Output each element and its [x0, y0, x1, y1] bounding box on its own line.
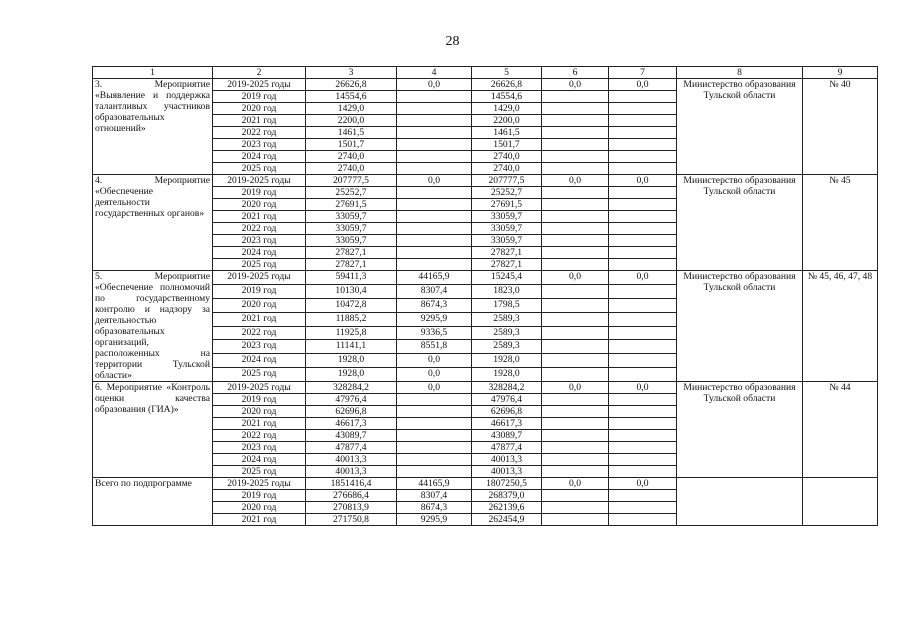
value-cell: [609, 235, 677, 247]
value-cell: 27827,1: [472, 259, 542, 271]
value-cell: 25252,7: [306, 187, 397, 199]
value-cell: [542, 223, 609, 235]
value-cell: 2200,0: [472, 115, 542, 127]
value-cell: 0,0: [542, 175, 609, 187]
value-cell: 270813,9: [306, 502, 397, 514]
value-cell: [609, 139, 677, 151]
value-cell: [609, 418, 677, 430]
value-cell: [542, 211, 609, 223]
value-cell: 27827,1: [472, 247, 542, 259]
value-cell: 40013,3: [306, 466, 397, 478]
value-cell: [609, 340, 677, 354]
column-number: 6: [542, 67, 609, 79]
value-cell: 0,0: [397, 175, 472, 187]
value-cell: [609, 91, 677, 103]
value-cell: [609, 326, 677, 340]
value-cell: 46617,3: [306, 418, 397, 430]
value-cell: [397, 199, 472, 211]
value-cell: 9336,5: [397, 326, 472, 340]
indicator-cell: № 45, 46, 47, 48: [803, 271, 878, 382]
value-cell: 40013,3: [306, 454, 397, 466]
executor-cell: Министерство образования Тульской области: [677, 79, 803, 175]
value-cell: [397, 139, 472, 151]
value-cell: 14554,6: [472, 91, 542, 103]
activity-title: 6. Мероприятие «Контроль оценки качества образования (ГИА)»: [93, 382, 213, 478]
period-cell: 2023 год: [213, 139, 306, 151]
value-cell: 1501,7: [472, 139, 542, 151]
value-cell: 1429,0: [472, 103, 542, 115]
value-cell: 2740,0: [472, 163, 542, 175]
period-cell: 2021 год: [213, 211, 306, 223]
value-cell: [542, 368, 609, 382]
period-cell: 2020 год: [213, 199, 306, 211]
value-cell: 2589,3: [472, 326, 542, 340]
executor-cell: [677, 478, 803, 526]
table-row: [93, 175, 878, 187]
value-cell: 0,0: [397, 79, 472, 91]
table-row: [93, 478, 878, 490]
value-cell: 1807250,5: [472, 478, 542, 490]
table-row: [93, 382, 878, 394]
period-cell: 2022 год: [213, 326, 306, 340]
value-cell: 1928,0: [472, 354, 542, 368]
value-cell: 47877,4: [472, 442, 542, 454]
value-cell: 43089,7: [306, 430, 397, 442]
period-cell: 2021 год: [213, 514, 306, 526]
value-cell: [542, 326, 609, 340]
value-cell: 26626,8: [472, 79, 542, 91]
value-cell: [542, 406, 609, 418]
value-cell: [542, 103, 609, 115]
value-cell: 11885,2: [306, 312, 397, 326]
value-cell: 27827,1: [306, 247, 397, 259]
value-cell: 11925,8: [306, 326, 397, 340]
indicator-cell: № 40: [803, 79, 878, 175]
value-cell: [542, 235, 609, 247]
indicator-cell: № 44: [803, 382, 878, 478]
value-cell: [542, 430, 609, 442]
value-cell: 1501,7: [306, 139, 397, 151]
value-cell: 1429,0: [306, 103, 397, 115]
value-cell: 0,0: [397, 368, 472, 382]
value-cell: [397, 259, 472, 271]
activity-title: 5. Мероприятие «Обеспечение полномочий по государственному контролю и надзору за деятельностью образовательных организаций, расположенных на территории Тульской области»: [93, 271, 213, 382]
value-cell: [542, 502, 609, 514]
column-number: 3: [306, 67, 397, 79]
value-cell: 27827,1: [306, 259, 397, 271]
column-number: 5: [472, 67, 542, 79]
value-cell: 2740,0: [306, 151, 397, 163]
period-cell: 2022 год: [213, 223, 306, 235]
value-cell: [542, 127, 609, 139]
period-cell: 2025 год: [213, 466, 306, 478]
period-cell: 2023 год: [213, 235, 306, 247]
value-cell: 0,0: [609, 271, 677, 285]
period-cell: 2022 год: [213, 430, 306, 442]
value-cell: [609, 502, 677, 514]
table-row: [93, 79, 878, 91]
executor-cell: Министерство образования Тульской области: [677, 175, 803, 271]
value-cell: [542, 259, 609, 271]
value-cell: [397, 127, 472, 139]
budget-table: [92, 66, 878, 526]
value-cell: 1851416,4: [306, 478, 397, 490]
value-cell: [542, 247, 609, 259]
value-cell: [609, 442, 677, 454]
executor-cell: Министерство образования Тульской области: [677, 271, 803, 382]
value-cell: 33059,7: [472, 223, 542, 235]
value-cell: [609, 490, 677, 502]
period-cell: 2019 год: [213, 284, 306, 298]
value-cell: 262139,6: [472, 502, 542, 514]
value-cell: 47976,4: [472, 394, 542, 406]
value-cell: [609, 115, 677, 127]
value-cell: [609, 151, 677, 163]
value-cell: [542, 442, 609, 454]
value-cell: [609, 223, 677, 235]
value-cell: 9295,9: [397, 312, 472, 326]
period-cell: 2024 год: [213, 247, 306, 259]
period-cell: 2019-2025 годы: [213, 175, 306, 187]
value-cell: 8307,4: [397, 284, 472, 298]
period-cell: 2019-2025 годы: [213, 79, 306, 91]
period-cell: 2020 год: [213, 298, 306, 312]
value-cell: 0,0: [609, 382, 677, 394]
period-cell: 2021 год: [213, 115, 306, 127]
column-number: 2: [213, 67, 306, 79]
value-cell: 0,0: [609, 478, 677, 490]
column-number: 1: [93, 67, 213, 79]
value-cell: [542, 115, 609, 127]
period-cell: 2021 год: [213, 418, 306, 430]
value-cell: 44165,9: [397, 478, 472, 490]
value-cell: 46617,3: [472, 418, 542, 430]
column-number: 8: [677, 67, 803, 79]
value-cell: [397, 163, 472, 175]
value-cell: [397, 115, 472, 127]
value-cell: 47877,4: [306, 442, 397, 454]
value-cell: [542, 151, 609, 163]
value-cell: [609, 354, 677, 368]
value-cell: [609, 466, 677, 478]
value-cell: [397, 466, 472, 478]
value-cell: 33059,7: [306, 223, 397, 235]
value-cell: 1928,0: [472, 368, 542, 382]
executor-cell: Министерство образования Тульской области: [677, 382, 803, 478]
period-cell: 2019 год: [213, 91, 306, 103]
value-cell: [542, 454, 609, 466]
value-cell: 26626,8: [306, 79, 397, 91]
value-cell: [542, 312, 609, 326]
value-cell: 207777,5: [306, 175, 397, 187]
value-cell: [542, 163, 609, 175]
value-cell: 62696,8: [306, 406, 397, 418]
period-cell: 2019-2025 годы: [213, 271, 306, 285]
value-cell: 0,0: [609, 175, 677, 187]
value-cell: [397, 103, 472, 115]
value-cell: 15245,4: [472, 271, 542, 285]
value-cell: [397, 187, 472, 199]
value-cell: 2740,0: [472, 151, 542, 163]
value-cell: 33059,7: [472, 211, 542, 223]
value-cell: 2589,3: [472, 312, 542, 326]
value-cell: 1928,0: [306, 354, 397, 368]
period-cell: 2024 год: [213, 454, 306, 466]
period-cell: 2019 год: [213, 490, 306, 502]
period-cell: 2025 год: [213, 368, 306, 382]
period-cell: 2023 год: [213, 340, 306, 354]
page-number: 28: [445, 34, 460, 49]
value-cell: 268379,0: [472, 490, 542, 502]
value-cell: 40013,3: [472, 454, 542, 466]
value-cell: [542, 139, 609, 151]
value-cell: 8674,3: [397, 298, 472, 312]
value-cell: 62696,8: [472, 406, 542, 418]
value-cell: [609, 199, 677, 211]
value-cell: [397, 454, 472, 466]
value-cell: [609, 514, 677, 526]
value-cell: [609, 406, 677, 418]
value-cell: 27691,5: [306, 199, 397, 211]
value-cell: [542, 298, 609, 312]
value-cell: 328284,2: [306, 382, 397, 394]
value-cell: 328284,2: [472, 382, 542, 394]
value-cell: 271750,8: [306, 514, 397, 526]
value-cell: 27691,5: [472, 199, 542, 211]
value-cell: [397, 430, 472, 442]
value-cell: [397, 418, 472, 430]
value-cell: [609, 127, 677, 139]
value-cell: [609, 394, 677, 406]
period-cell: 2025 год: [213, 259, 306, 271]
period-cell: 2021 год: [213, 312, 306, 326]
value-cell: [542, 418, 609, 430]
column-number: 4: [397, 67, 472, 79]
value-cell: [609, 247, 677, 259]
value-cell: 43089,7: [472, 430, 542, 442]
value-cell: [542, 340, 609, 354]
value-cell: [397, 91, 472, 103]
activity-title: Всего по подпрограмме: [93, 478, 213, 526]
column-number: 7: [609, 67, 677, 79]
value-cell: 9295,9: [397, 514, 472, 526]
period-cell: 2020 год: [213, 103, 306, 115]
value-cell: 1798,5: [472, 298, 542, 312]
value-cell: 33059,7: [306, 211, 397, 223]
period-cell: 2023 год: [213, 442, 306, 454]
period-cell: 2019 год: [213, 187, 306, 199]
activity-title: 4. Мероприятие «Обеспечение деятельности государственных органов»: [93, 175, 213, 271]
value-cell: 207777,5: [472, 175, 542, 187]
column-number-row: [93, 67, 878, 79]
value-cell: [397, 211, 472, 223]
value-cell: 11141,1: [306, 340, 397, 354]
value-cell: 0,0: [542, 271, 609, 285]
value-cell: [542, 199, 609, 211]
value-cell: [609, 163, 677, 175]
period-cell: 2024 год: [213, 151, 306, 163]
value-cell: 0,0: [542, 79, 609, 91]
value-cell: 2740,0: [306, 163, 397, 175]
value-cell: 2200,0: [306, 115, 397, 127]
activity-title: 3. Мероприятие «Выявление и поддержка талантливых участников образовательных отношений»: [93, 79, 213, 175]
value-cell: 33059,7: [306, 235, 397, 247]
value-cell: [609, 298, 677, 312]
value-cell: 1461,5: [306, 127, 397, 139]
value-cell: [397, 223, 472, 235]
value-cell: 0,0: [397, 354, 472, 368]
period-cell: 2025 год: [213, 163, 306, 175]
value-cell: [397, 235, 472, 247]
value-cell: [609, 368, 677, 382]
value-cell: 59411,3: [306, 271, 397, 285]
value-cell: [542, 490, 609, 502]
value-cell: 1461,5: [472, 127, 542, 139]
period-cell: 2019-2025 годы: [213, 478, 306, 490]
table-row: [93, 271, 878, 285]
value-cell: [609, 284, 677, 298]
value-cell: [609, 312, 677, 326]
value-cell: 0,0: [397, 382, 472, 394]
value-cell: 44165,9: [397, 271, 472, 285]
value-cell: 0,0: [609, 79, 677, 91]
value-cell: 40013,3: [472, 466, 542, 478]
value-cell: [542, 187, 609, 199]
value-cell: [542, 514, 609, 526]
value-cell: 0,0: [542, 478, 609, 490]
column-number: 9: [803, 67, 878, 79]
value-cell: [542, 466, 609, 478]
value-cell: 276686,4: [306, 490, 397, 502]
period-cell: 2024 год: [213, 354, 306, 368]
value-cell: 10472,8: [306, 298, 397, 312]
value-cell: [609, 259, 677, 271]
indicator-cell: № 45: [803, 175, 878, 271]
value-cell: [397, 247, 472, 259]
value-cell: 33059,7: [472, 235, 542, 247]
indicator-cell: [803, 478, 878, 526]
value-cell: [542, 284, 609, 298]
period-cell: 2020 год: [213, 406, 306, 418]
value-cell: 14554,6: [306, 91, 397, 103]
value-cell: [397, 151, 472, 163]
value-cell: 2589,3: [472, 340, 542, 354]
value-cell: [609, 211, 677, 223]
period-cell: 2019 год: [213, 394, 306, 406]
value-cell: 10130,4: [306, 284, 397, 298]
value-cell: [542, 394, 609, 406]
value-cell: 1928,0: [306, 368, 397, 382]
period-cell: 2019-2025 годы: [213, 382, 306, 394]
value-cell: [609, 454, 677, 466]
value-cell: [609, 103, 677, 115]
value-cell: [542, 354, 609, 368]
value-cell: [609, 187, 677, 199]
value-cell: 25252,7: [472, 187, 542, 199]
value-cell: 0,0: [542, 382, 609, 394]
value-cell: 1823,0: [472, 284, 542, 298]
value-cell: [397, 406, 472, 418]
value-cell: [542, 91, 609, 103]
value-cell: [397, 442, 472, 454]
value-cell: 8674,3: [397, 502, 472, 514]
value-cell: 8551,8: [397, 340, 472, 354]
value-cell: 262454,9: [472, 514, 542, 526]
period-cell: 2020 год: [213, 502, 306, 514]
value-cell: [609, 430, 677, 442]
value-cell: [397, 394, 472, 406]
value-cell: 8307,4: [397, 490, 472, 502]
period-cell: 2022 год: [213, 127, 306, 139]
value-cell: 47976,4: [306, 394, 397, 406]
